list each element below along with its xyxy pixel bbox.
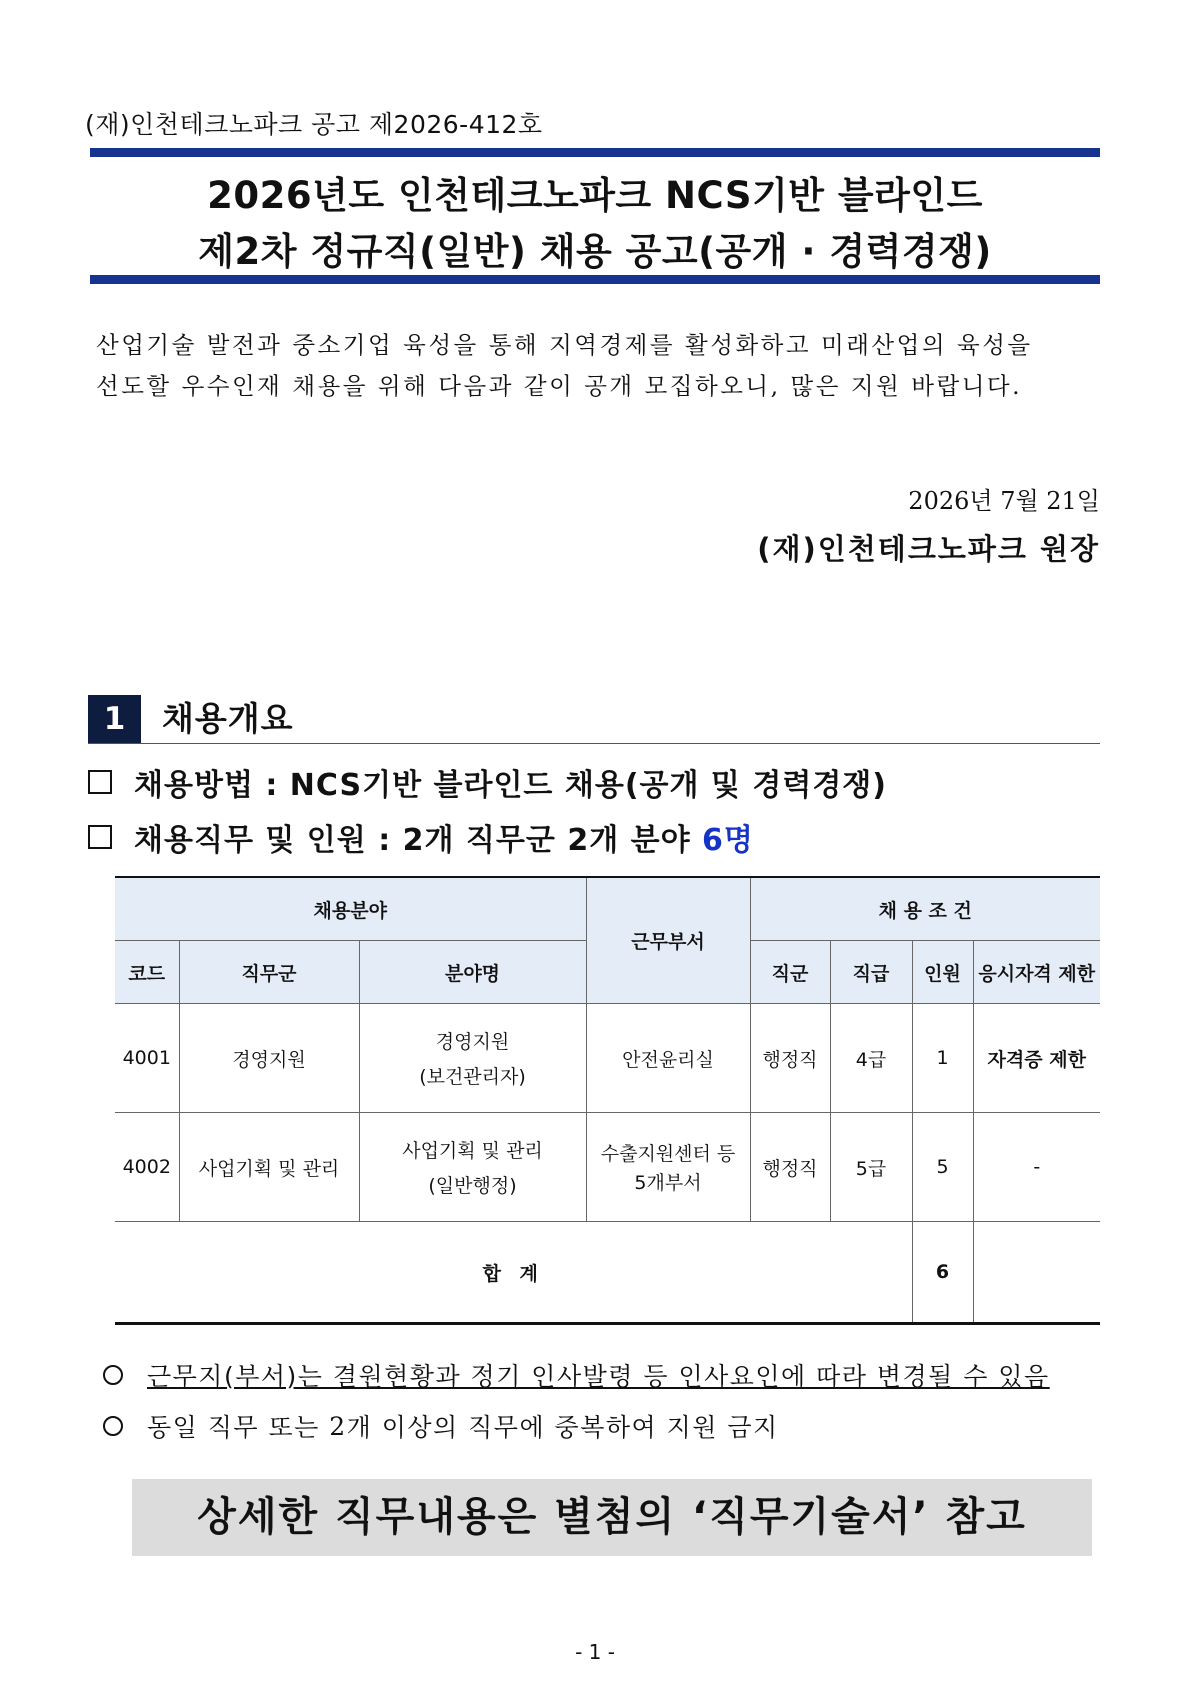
bullet-recruit-jobs [88, 815, 754, 859]
cell-code: 4001 [115, 1004, 179, 1113]
circle-bullet-icon [103, 1365, 123, 1385]
cell-field-name [359, 1113, 586, 1222]
cell-department [586, 1113, 750, 1222]
cell-headcount: 1 [912, 1004, 973, 1113]
intro-line1: 산업기술 발전과 중소기업 육성을 통해 지역경제를 활성화하고 미래산업의 육성을 [96, 331, 1033, 359]
note-duplicate [103, 1408, 779, 1444]
cell-headcount: 5 [912, 1113, 973, 1222]
note-workplace-text: 근무지(부서)는 결원현황과 정기 인사발령 등 인사요인에 따라 변경될 수 있음 [147, 1362, 1050, 1391]
cell-department [586, 1004, 750, 1113]
cell-grade: 4급 [830, 1004, 912, 1113]
cell-field-name [359, 1004, 586, 1113]
dept-line1: 안전윤리실 [622, 1048, 714, 1071]
page-title-line1: 2026년도 인천테크노파크 NCS기반 블라인드 [207, 174, 983, 217]
dept-line2: 5개부서 [634, 1172, 702, 1194]
square-bullet-icon [88, 770, 112, 794]
section-number: 1 [88, 695, 141, 743]
cell-job-group: 사업기획 및 관리 [179, 1113, 359, 1222]
dept-line1: 수출지원센터 등 [600, 1143, 736, 1165]
section-title: 채용개요 [162, 699, 294, 738]
total-empty [973, 1222, 1100, 1324]
cell-qualification: - [973, 1113, 1100, 1222]
section-divider [88, 743, 1100, 744]
circle-bullet-icon [103, 1416, 123, 1436]
total-label: 합 계 [115, 1222, 912, 1324]
note-duplicate-number: 2 [329, 1411, 347, 1441]
header-department: 근무부서 [586, 877, 750, 1004]
job-description-banner: 상세한 직무내용은 별첨의 ‘직무기술서’ 참고 [132, 1479, 1092, 1556]
title-rule-bottom [90, 275, 1100, 284]
announcement-number: (재)인천테크노파크 공고 제2026-412호 [85, 110, 543, 139]
cell-job-group: 경영지원 [179, 1004, 359, 1113]
header-conditions: 채 용 조 건 [750, 877, 1100, 941]
cell-grade: 5급 [830, 1113, 912, 1222]
table-total-row [115, 1222, 1100, 1324]
field-sub: (보건관리자) [419, 1066, 526, 1088]
header-headcount: 인원 [912, 941, 973, 1004]
table-row [115, 1004, 1100, 1113]
cell-job-type: 행정직 [750, 1113, 830, 1222]
header-grade: 직급 [830, 941, 912, 1004]
signature: (재)인천테크노파크 원장 [757, 532, 1100, 566]
recruitment-table [115, 876, 1100, 1325]
field-main: 사업기획 및 관리 [402, 1140, 543, 1162]
page-number: - 1 - [575, 1640, 615, 1664]
bullet-recruit-method-text: 채용방법 : NCS기반 블라인드 채용(공개 및 경력경쟁) [134, 768, 887, 803]
intro-line2: 선도할 우수인재 채용을 위해 다음과 같이 공개 모집하오니, 많은 지원 바랍니다. [96, 372, 1023, 400]
title-rule-top [90, 148, 1100, 157]
bullet-recruit-method [88, 760, 887, 804]
header-code: 코드 [115, 941, 179, 1004]
header-job-group: 직무군 [179, 941, 359, 1004]
table-row [115, 1113, 1100, 1222]
header-field-group: 채용분야 [115, 877, 586, 941]
announcement-date: 2026년 7월 21일 [908, 487, 1100, 515]
note-duplicate-text-a: 동일 직무 또는 [147, 1413, 330, 1442]
header-qualification: 응시자격 제한 [973, 941, 1100, 1004]
field-sub: (일반행정) [428, 1175, 517, 1197]
cell-qualification: 자격증 제한 [973, 1004, 1100, 1113]
headcount-highlight: 6명 [702, 823, 754, 858]
field-main: 경영지원 [435, 1031, 510, 1053]
note-workplace [103, 1357, 1050, 1393]
cell-job-type: 행정직 [750, 1004, 830, 1113]
total-value: 6 [912, 1222, 973, 1324]
square-bullet-icon [88, 825, 112, 849]
header-field-name: 분야명 [359, 941, 586, 1004]
header-job-type: 직군 [750, 941, 830, 1004]
cell-code: 4002 [115, 1113, 179, 1222]
bullet-recruit-jobs-text: 채용직무 및 인원 : 2개 직무군 2개 분야 [134, 823, 703, 858]
page-title-line2: 제2차 정규직(일반) 채용 공고(공개 · 경력경쟁) [198, 230, 992, 273]
note-duplicate-text-c: 개 이상의 직무에 중복하여 지원 금지 [346, 1413, 779, 1442]
